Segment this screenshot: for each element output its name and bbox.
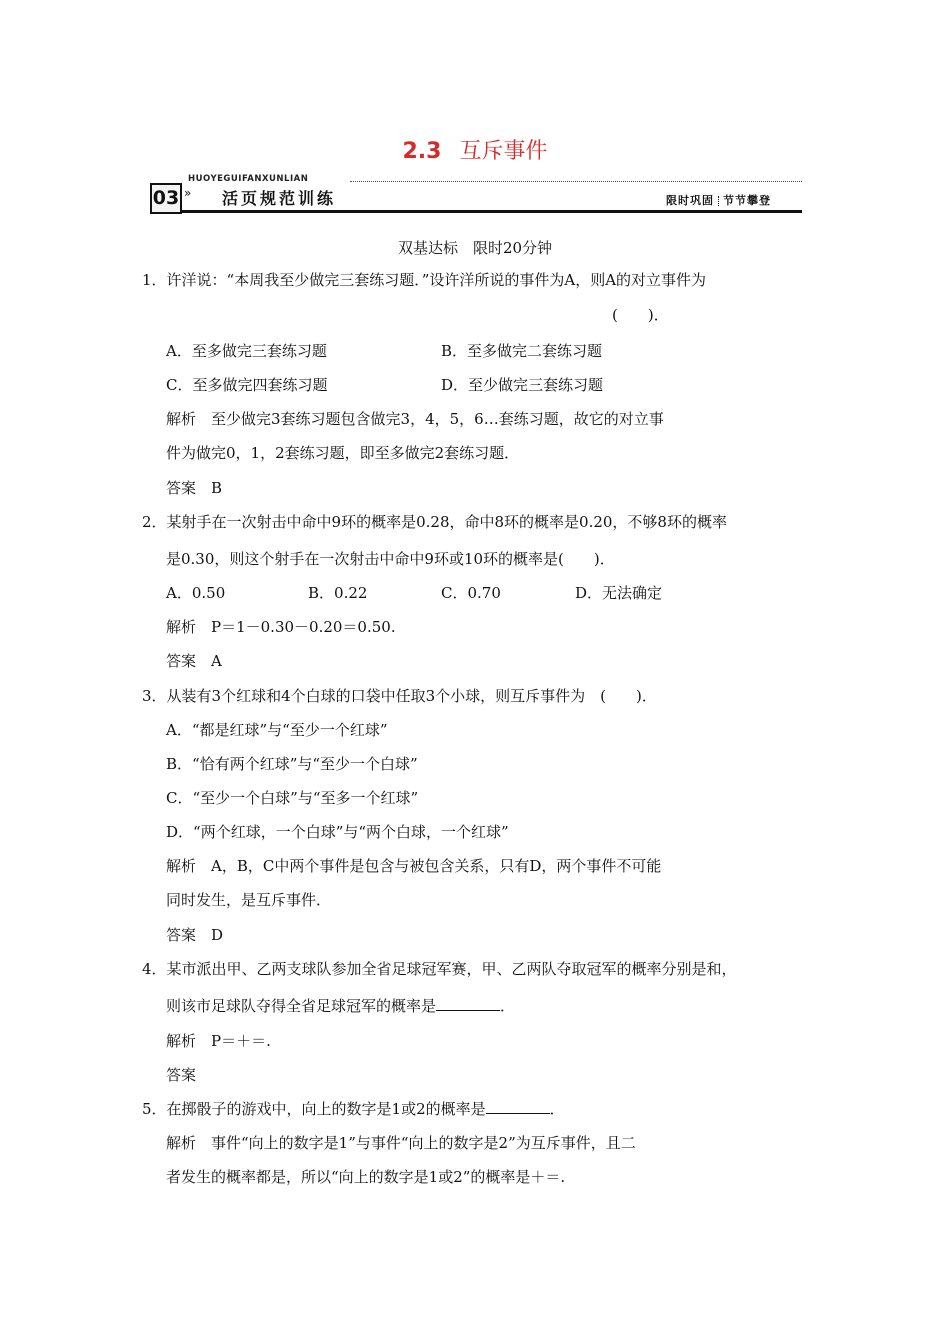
- q1-option-b: B．至多做完二套练习题: [441, 342, 603, 360]
- q2-stem-line-1: 2．某射手在一次射击中命中9环的概率是0.28，命中8环的概率是0.20，不够8环的概率: [142, 513, 727, 531]
- q3-option-b: B．“恰有两个红球”与“至少一个白球”: [166, 755, 418, 773]
- section-right-labels: [666, 192, 771, 208]
- q4-analysis-line-1: 解析 P＝＋＝.: [166, 1032, 271, 1050]
- lesson-title: [0, 134, 950, 165]
- q5-stem-end: ．: [549, 1100, 565, 1118]
- label-separator: [718, 196, 719, 206]
- q1-option-a: A．至多做完三套练习题: [166, 342, 327, 360]
- q3-option-a: A．“都是红球”与“至少一个红球”: [166, 721, 388, 739]
- q3-option-c: C．“至少一个白球”与“至多一个红球”: [166, 789, 419, 807]
- section-number-badge: 03: [150, 183, 182, 214]
- q2-option-c: C．0.70: [441, 584, 501, 602]
- q2-option-b: B．0.22: [308, 584, 368, 602]
- q3-option-d: D．“两个红球，一个白球”与“两个白球，一个红球”: [166, 823, 509, 841]
- q1-stem-line-2: ( )．: [612, 306, 669, 324]
- q3-answer: 答案 D: [166, 926, 224, 944]
- q4-stem-text: 则该市足球队夺得全省足球冠军的概率是: [166, 997, 437, 1015]
- q4-stem-line-2: [166, 996, 515, 1016]
- q5-analysis-line-2: 者发生的概率都是，所以“向上的数字是1或2”的概率是＋＝.: [166, 1168, 566, 1186]
- section-pinyin: HUOYEGUIFANXUNLIAN: [188, 174, 309, 184]
- q5-answer-blank: [486, 1099, 550, 1114]
- q1-analysis-line-1: 解析 至少做完3套练习题包含做完3，4，5，6…套练习题，故它的对立事: [166, 410, 664, 428]
- lesson-number: 2.3: [402, 139, 442, 164]
- q4-answer: 答案: [166, 1066, 197, 1084]
- q1-stem-line-1: 1．许洋说：“本周我至少做完三套练习题．”设许洋所说的事件为A，则A的对立事件为: [142, 271, 707, 289]
- q4-stem-end: ．: [500, 997, 516, 1015]
- subtitle: 双基达标 限时20分钟: [397, 239, 553, 257]
- q2-stem-line-2: 是0.30，则这个射手在一次射击中命中9环或10环的概率是( )．: [166, 550, 615, 568]
- q2-option-d: D．无法确定: [575, 584, 663, 602]
- q2-option-a: A．0.50: [166, 584, 226, 602]
- q3-stem-line-1: 3．从装有3个红球和4个白球的口袋中任取3个小球，则互斥事件为 ( )．: [142, 687, 657, 705]
- q4-stem-line-1: 4．某市派出甲、乙两支球队参加全省足球冠军赛，甲、乙两队夺取冠军的概率分别是和，: [142, 960, 737, 978]
- header-dotted-rule: [350, 181, 802, 182]
- q2-answer: 答案 A: [166, 652, 222, 670]
- q1-option-d: D．至少做完三套练习题: [441, 376, 604, 394]
- q3-analysis-line-1: 解析 A，B，C中两个事件是包含与被包含关系，只有D，两个事件不可能: [166, 857, 662, 875]
- q5-analysis-line-1: 解析 事件“向上的数字是1”与事件“向上的数字是2”为互斥事件，且二: [166, 1134, 636, 1152]
- q1-answer: 答案 B: [166, 479, 223, 497]
- q1-analysis-line-2: 件为做完0，1，2套练习题，即至多做完2套练习题．: [166, 444, 520, 462]
- section-title: 活页规范训练: [222, 189, 337, 208]
- chevron-icon: »: [184, 186, 192, 200]
- right-label-1: 限时巩固: [666, 194, 714, 207]
- q5-stem-text: 5．在掷骰子的游戏中，向上的数字是1或2的概率是: [142, 1100, 486, 1118]
- q3-analysis-line-2: 同时发生，是互斥事件．: [166, 891, 332, 909]
- right-label-2: 节节攀登: [723, 194, 771, 207]
- q4-answer-blank: [436, 996, 500, 1011]
- q2-analysis-line-1: 解析 P＝1－0.30－0.20＝0.50.: [166, 618, 396, 636]
- q1-option-c: C．至多做完四套练习题: [166, 376, 328, 394]
- q5-stem-line-1: [142, 1099, 565, 1119]
- lesson-title-text: 互斥事件: [459, 139, 548, 164]
